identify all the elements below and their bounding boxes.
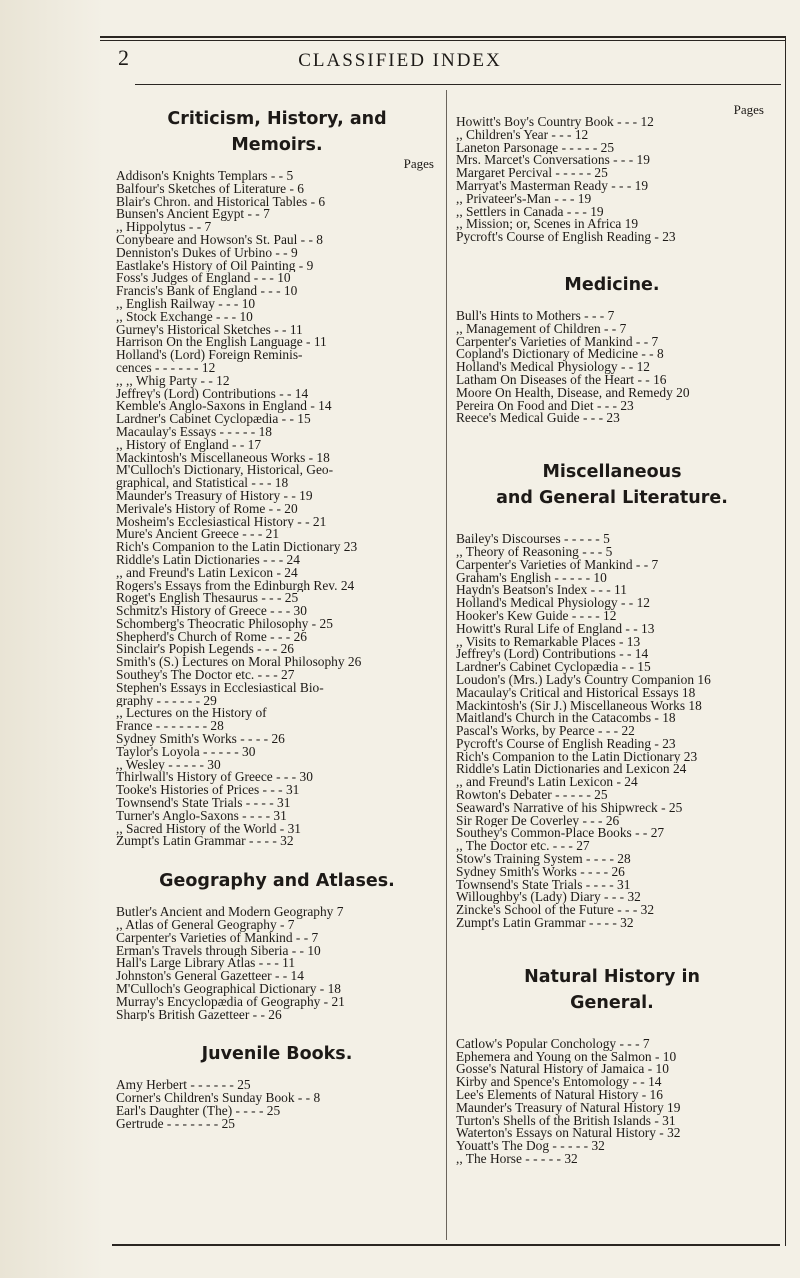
index-entry: Sydney Smith's Works - - - - 26: [456, 865, 625, 879]
entry-list-juvenile-continued: [456, 116, 768, 244]
index-entry: Carpenter's Varieties of Mankind - - 7: [456, 558, 659, 572]
index-entry: ,, and Freund's Latin Lexicon - 24: [116, 566, 298, 580]
index-entry: ,, Visits to Remarkable Places - 13: [456, 635, 641, 649]
index-entry: Addison's Knights Templars - - 5: [116, 170, 294, 183]
index-entry: Conybeare and Howson's St. Paul - - 8: [116, 233, 323, 247]
index-entry: Sir Roger De Coverley - - - 26: [456, 814, 620, 828]
index-entry: Corner's Children's Sunday Book - - 8: [116, 1092, 321, 1105]
index-entry: Howitt's Rural Life of England - - 13: [456, 622, 655, 636]
right-column: [456, 88, 768, 1166]
column-divider: [446, 90, 447, 1240]
index-entry: France - - - - - - - 28: [116, 720, 224, 734]
index-entry: Bailey's Discourses - - - - - 5: [456, 533, 610, 546]
index-entry: Mosheim's Ecclesiastical History - - 21: [116, 515, 327, 529]
index-entry: Lardner's Cabinet Cyclopædia - - 15: [456, 661, 651, 674]
index-entry: Waterton's Essays on Natural History - 32: [456, 1127, 681, 1141]
index-entry: Sydney Smith's Works - - - - 26: [116, 733, 285, 746]
index-entry: Howitt's Boy's Country Book - - - 12: [456, 116, 654, 129]
entry-list-geography: [116, 906, 438, 1021]
heading-line: and General Literature.: [496, 488, 728, 509]
header-rule: [135, 84, 781, 85]
index-entry: cences - - - - - - 12: [116, 361, 216, 375]
index-entry: ,, The Horse - - - - - 32: [456, 1153, 578, 1166]
entry-list-criticism: [116, 170, 438, 848]
index-entry: Willoughby's (Lady) Diary - - - 32: [456, 891, 641, 905]
index-entry: Catlow's Popular Conchology - - - 7: [456, 1037, 650, 1051]
index-entry: Hooker's Kew Guide - - - - 12: [456, 609, 617, 623]
index-entry: Jeffrey's (Lord) Contributions - - 14: [456, 648, 649, 662]
index-entry: Bunsen's Ancient Egypt - - 7: [116, 208, 270, 222]
bottom-rule: [112, 1244, 780, 1246]
index-entry: ,, Hippolytus - - 7: [116, 221, 212, 234]
index-entry: Rich's Companion to the Latin Dictionary 23: [456, 750, 698, 764]
index-entry: ,, Wesley - - - - - 30: [116, 758, 221, 772]
section-heading-medicine: Medicine.: [564, 274, 660, 295]
index-entry: ,, and Freund's Latin Lexicon - 24: [456, 776, 638, 790]
heading-line: Natural History in: [524, 966, 700, 987]
index-entry: Stephen's Essays in Ecclesiastical Bio-: [116, 681, 324, 695]
index-entry: Turner's Anglo-Saxons - - - - 31: [116, 809, 287, 823]
index-entry: Maitland's Church in the Catacombs - 18: [456, 712, 676, 726]
section-heading-juvenile: Juvenile Books.: [201, 1044, 353, 1065]
index-entry: Loudon's (Mrs.) Lady's Country Companion 16: [456, 673, 711, 687]
index-entry: Margaret Percival - - - - - 25: [456, 167, 608, 180]
page-number: 2: [118, 45, 129, 70]
index-entry: ,, Lectures on the History of: [116, 707, 267, 721]
pages-label: Pages: [733, 102, 764, 117]
heading-line: Memoirs.: [231, 135, 323, 155]
index-entry: Laneton Parsonage - - - - - 25: [456, 141, 615, 155]
index-entry: Schomberg's Theocratic Philosophy - 25: [116, 617, 333, 631]
index-entry: Gurney's Historical Sketches - - 11: [116, 323, 303, 337]
index-entry: Macaulay's Essays - - - - - 18: [116, 425, 272, 439]
index-entry: Stow's Training System - - - - 28: [456, 853, 631, 866]
index-entry: Seaward's Narrative of his Shipwreck - 25: [456, 801, 683, 815]
entry-list-natural-history: [456, 1038, 768, 1166]
index-entry: ,, English Railway - - - 10: [116, 297, 256, 311]
index-entry: ,, Atlas of General Geography - 7: [116, 919, 295, 932]
index-entry: Townsend's State Trials - - - - 31: [456, 878, 631, 892]
index-entry: Shepherd's Church of Rome - - - 26: [116, 630, 307, 644]
index-entry: Rich's Companion to the Latin Dictionary 23: [116, 541, 358, 554]
index-entry: Holland's (Lord) Foreign Reminis-: [116, 349, 303, 362]
index-entry: Southey's The Doctor etc. - - - 27: [116, 669, 295, 682]
index-entry: Denniston's Dukes of Urbino - - 9: [116, 246, 298, 260]
index-entry: Francis's Bank of England - - - 10: [116, 285, 298, 298]
index-entry: Zumpt's Latin Grammar - - - - 32: [456, 917, 634, 930]
index-entry: Kirby and Spence's Entomology - - 14: [456, 1076, 662, 1090]
index-entry: Sinclair's Popish Legends - - - 26: [116, 643, 294, 657]
index-entry: Eastlake's History of Oil Painting - 9: [116, 259, 314, 273]
index-entry: Gosse's Natural History of Jamaica - 10: [456, 1063, 669, 1077]
section-heading-miscellaneous: [456, 459, 768, 511]
index-entry: Schmitz's History of Greece - - - 30: [116, 605, 307, 618]
index-entry: Rowton's Debater - - - - - 25: [456, 789, 608, 802]
index-entry: Amy Herbert - - - - - - 25: [116, 1079, 251, 1093]
index-entry: Mrs. Marcet's Conversations - - - 19: [456, 154, 650, 168]
index-entry: Taylor's Loyola - - - - - 30: [116, 745, 256, 759]
index-entry: Carpenter's Varieties of Mankind - - 7: [116, 931, 319, 945]
index-entry: Maunder's Treasury of History - - 19: [116, 489, 313, 503]
index-entry: ,, Sacred History of the World - 31: [116, 822, 301, 836]
index-entry: Murray's Encyclopædia of Geography - 21: [116, 995, 345, 1009]
index-entry: Erman's Travels through Siberia - - 10: [116, 944, 321, 958]
index-entry: Haydn's Beatson's Index - - - 11: [456, 584, 627, 598]
index-entry: ,, ,, Whig Party - - 12: [116, 374, 230, 388]
section-heading-natural-history: [456, 964, 768, 1016]
index-entry: Thirlwall's History of Greece - - - 30: [116, 771, 313, 785]
index-entry: Bull's Hints to Mothers - - - 7: [456, 309, 615, 323]
index-entry: Marryat's Masterman Ready - - - 19: [456, 179, 649, 193]
index-entry: Pascal's Works, by Pearce - - - 22: [456, 725, 635, 738]
index-entry: ,, Settlers in Canada - - - 19: [456, 205, 604, 219]
index-entry: Mackintosh's (Sir J.) Miscellaneous Works 18: [456, 699, 702, 713]
index-entry: Earl's Daughter (The) - - - - 25: [116, 1105, 281, 1118]
index-entry: Lardner's Cabinet Cyclopædia - - 15: [116, 413, 311, 426]
index-entry: ,, Mission; or, Scenes in Africa 19: [456, 218, 639, 232]
index-entry: Latham On Diseases of the Heart - - 16: [456, 373, 667, 387]
index-entry: Zincke's School of the Future - - - 32: [456, 904, 655, 918]
index-entry: Macaulay's Critical and Historical Essays 18: [456, 686, 696, 700]
index-entry: Ephemera and Young on the Salmon - 10: [456, 1050, 677, 1064]
index-entry: Sharp's British Gazetteer - - 26: [116, 1008, 282, 1022]
index-entry: Carpenter's Varieties of Mankind - - 7: [456, 335, 659, 349]
page-title: CLASSIFIED INDEX: [298, 50, 502, 71]
index-entry: ,, History of England - - 17: [116, 438, 262, 452]
index-entry: Riddle's Latin Dictionaries and Lexicon 24: [456, 763, 687, 777]
right-border: [785, 36, 786, 1246]
index-entry: Mure's Ancient Greece - - - 21: [116, 528, 280, 542]
index-entry: ,, Stock Exchange - - - 10: [116, 310, 253, 324]
heading-line: General.: [570, 992, 654, 1013]
index-entry: Youatt's The Dog - - - - - 32: [456, 1140, 605, 1154]
index-entry: Merivale's History of Rome - - 20: [116, 502, 298, 516]
index-entry: ,, Children's Year - - - 12: [456, 128, 589, 142]
index-entry: graphical, and Statistical - - - 18: [116, 477, 289, 490]
heading-line: Criticism, History, and: [167, 109, 387, 129]
section-heading-geography: Geography and Atlases.: [159, 871, 395, 892]
index-entry: Balfour's Sketches of Literature - 6: [116, 182, 304, 196]
index-entry: Gertrude - - - - - - - 25: [116, 1117, 235, 1131]
top-rule: [100, 36, 786, 38]
index-entry: Johnston's General Gazetteer - - 14: [116, 970, 304, 984]
index-entry: Holland's Medical Physiology - - 12: [456, 597, 650, 610]
index-entry: Moore On Health, Disease, and Remedy 20: [456, 386, 690, 400]
section-heading-criticism: [116, 106, 438, 158]
pages-label: Pages: [403, 156, 434, 171]
index-entry: Butler's Ancient and Modern Geography 7: [116, 906, 344, 920]
index-entry: Pycroft's Course of English Reading - 23: [456, 737, 676, 751]
left-column: [116, 106, 438, 1131]
index-entry: ,, Privateer's-Man - - - 19: [456, 192, 592, 206]
index-entry: Townsend's State Trials - - - - 31: [116, 797, 291, 810]
index-entry: Blair's Chron. and Historical Tables - 6: [116, 195, 326, 209]
index-entry: Graham's English - - - - - 10: [456, 571, 607, 585]
index-entry: Southey's Common-Place Books - - 27: [456, 827, 665, 841]
index-entry: Zumpt's Latin Grammar - - - - 32: [116, 835, 294, 849]
index-entry: Pycroft's Course of English Reading - 23: [456, 231, 676, 244]
index-entry: Holland's Medical Physiology - - 12: [456, 361, 650, 374]
index-entry: ,, Theory of Reasoning - - - 5: [456, 545, 613, 559]
index-entry: Jeffrey's (Lord) Contributions - - 14: [116, 387, 309, 401]
index-entry: Roget's English Thesaurus - - - 25: [116, 592, 299, 606]
index-entry: Riddle's Latin Dictionaries - - - 24: [116, 553, 300, 567]
top-rule-thin: [100, 40, 786, 41]
index-entry: Maunder's Treasury of Natural History 19: [456, 1101, 681, 1115]
index-entry: Rogers's Essays from the Edinburgh Rev. 24: [116, 579, 355, 593]
index-entry: Kemble's Anglo-Saxons in England - 14: [116, 400, 332, 414]
index-entry: Smith's (S.) Lectures on Moral Philosophy 26: [116, 656, 362, 670]
index-entry: Lee's Elements of Natural History - 16: [456, 1089, 663, 1102]
index-entry: Hall's Large Library Atlas - - - 11: [116, 957, 296, 971]
index-entry: Turton's Shells of the British Islands - 31: [456, 1114, 676, 1128]
index-entry: Mackintosh's Miscellaneous Works - 18: [116, 451, 330, 465]
entry-list-medicine: [456, 310, 768, 425]
index-entry: Tooke's Histories of Prices - - - 31: [116, 784, 300, 798]
index-entry: Reece's Medical Guide - - - 23: [456, 412, 620, 426]
entry-list-juvenile: [116, 1079, 438, 1130]
index-entry: Foss's Judges of England - - - 10: [116, 272, 291, 286]
index-entry: Pereira On Food and Diet - - - 23: [456, 399, 634, 413]
index-entry: Harrison On the English Language - 11: [116, 336, 327, 350]
index-entry: ,, The Doctor etc. - - - 27: [456, 840, 590, 854]
index-entry: ,, Management of Children - - 7: [456, 322, 627, 336]
index-entry: M'Culloch's Geographical Dictionary - 18: [116, 983, 341, 996]
index-entry: M'Culloch's Dictionary, Historical, Geo-: [116, 464, 334, 478]
entry-list-miscellaneous: [456, 533, 768, 930]
index-entry: Copland's Dictionary of Medicine - - 8: [456, 348, 664, 362]
index-entry: graphy - - - - - - 29: [116, 694, 217, 708]
heading-line: Miscellaneous: [542, 462, 682, 483]
